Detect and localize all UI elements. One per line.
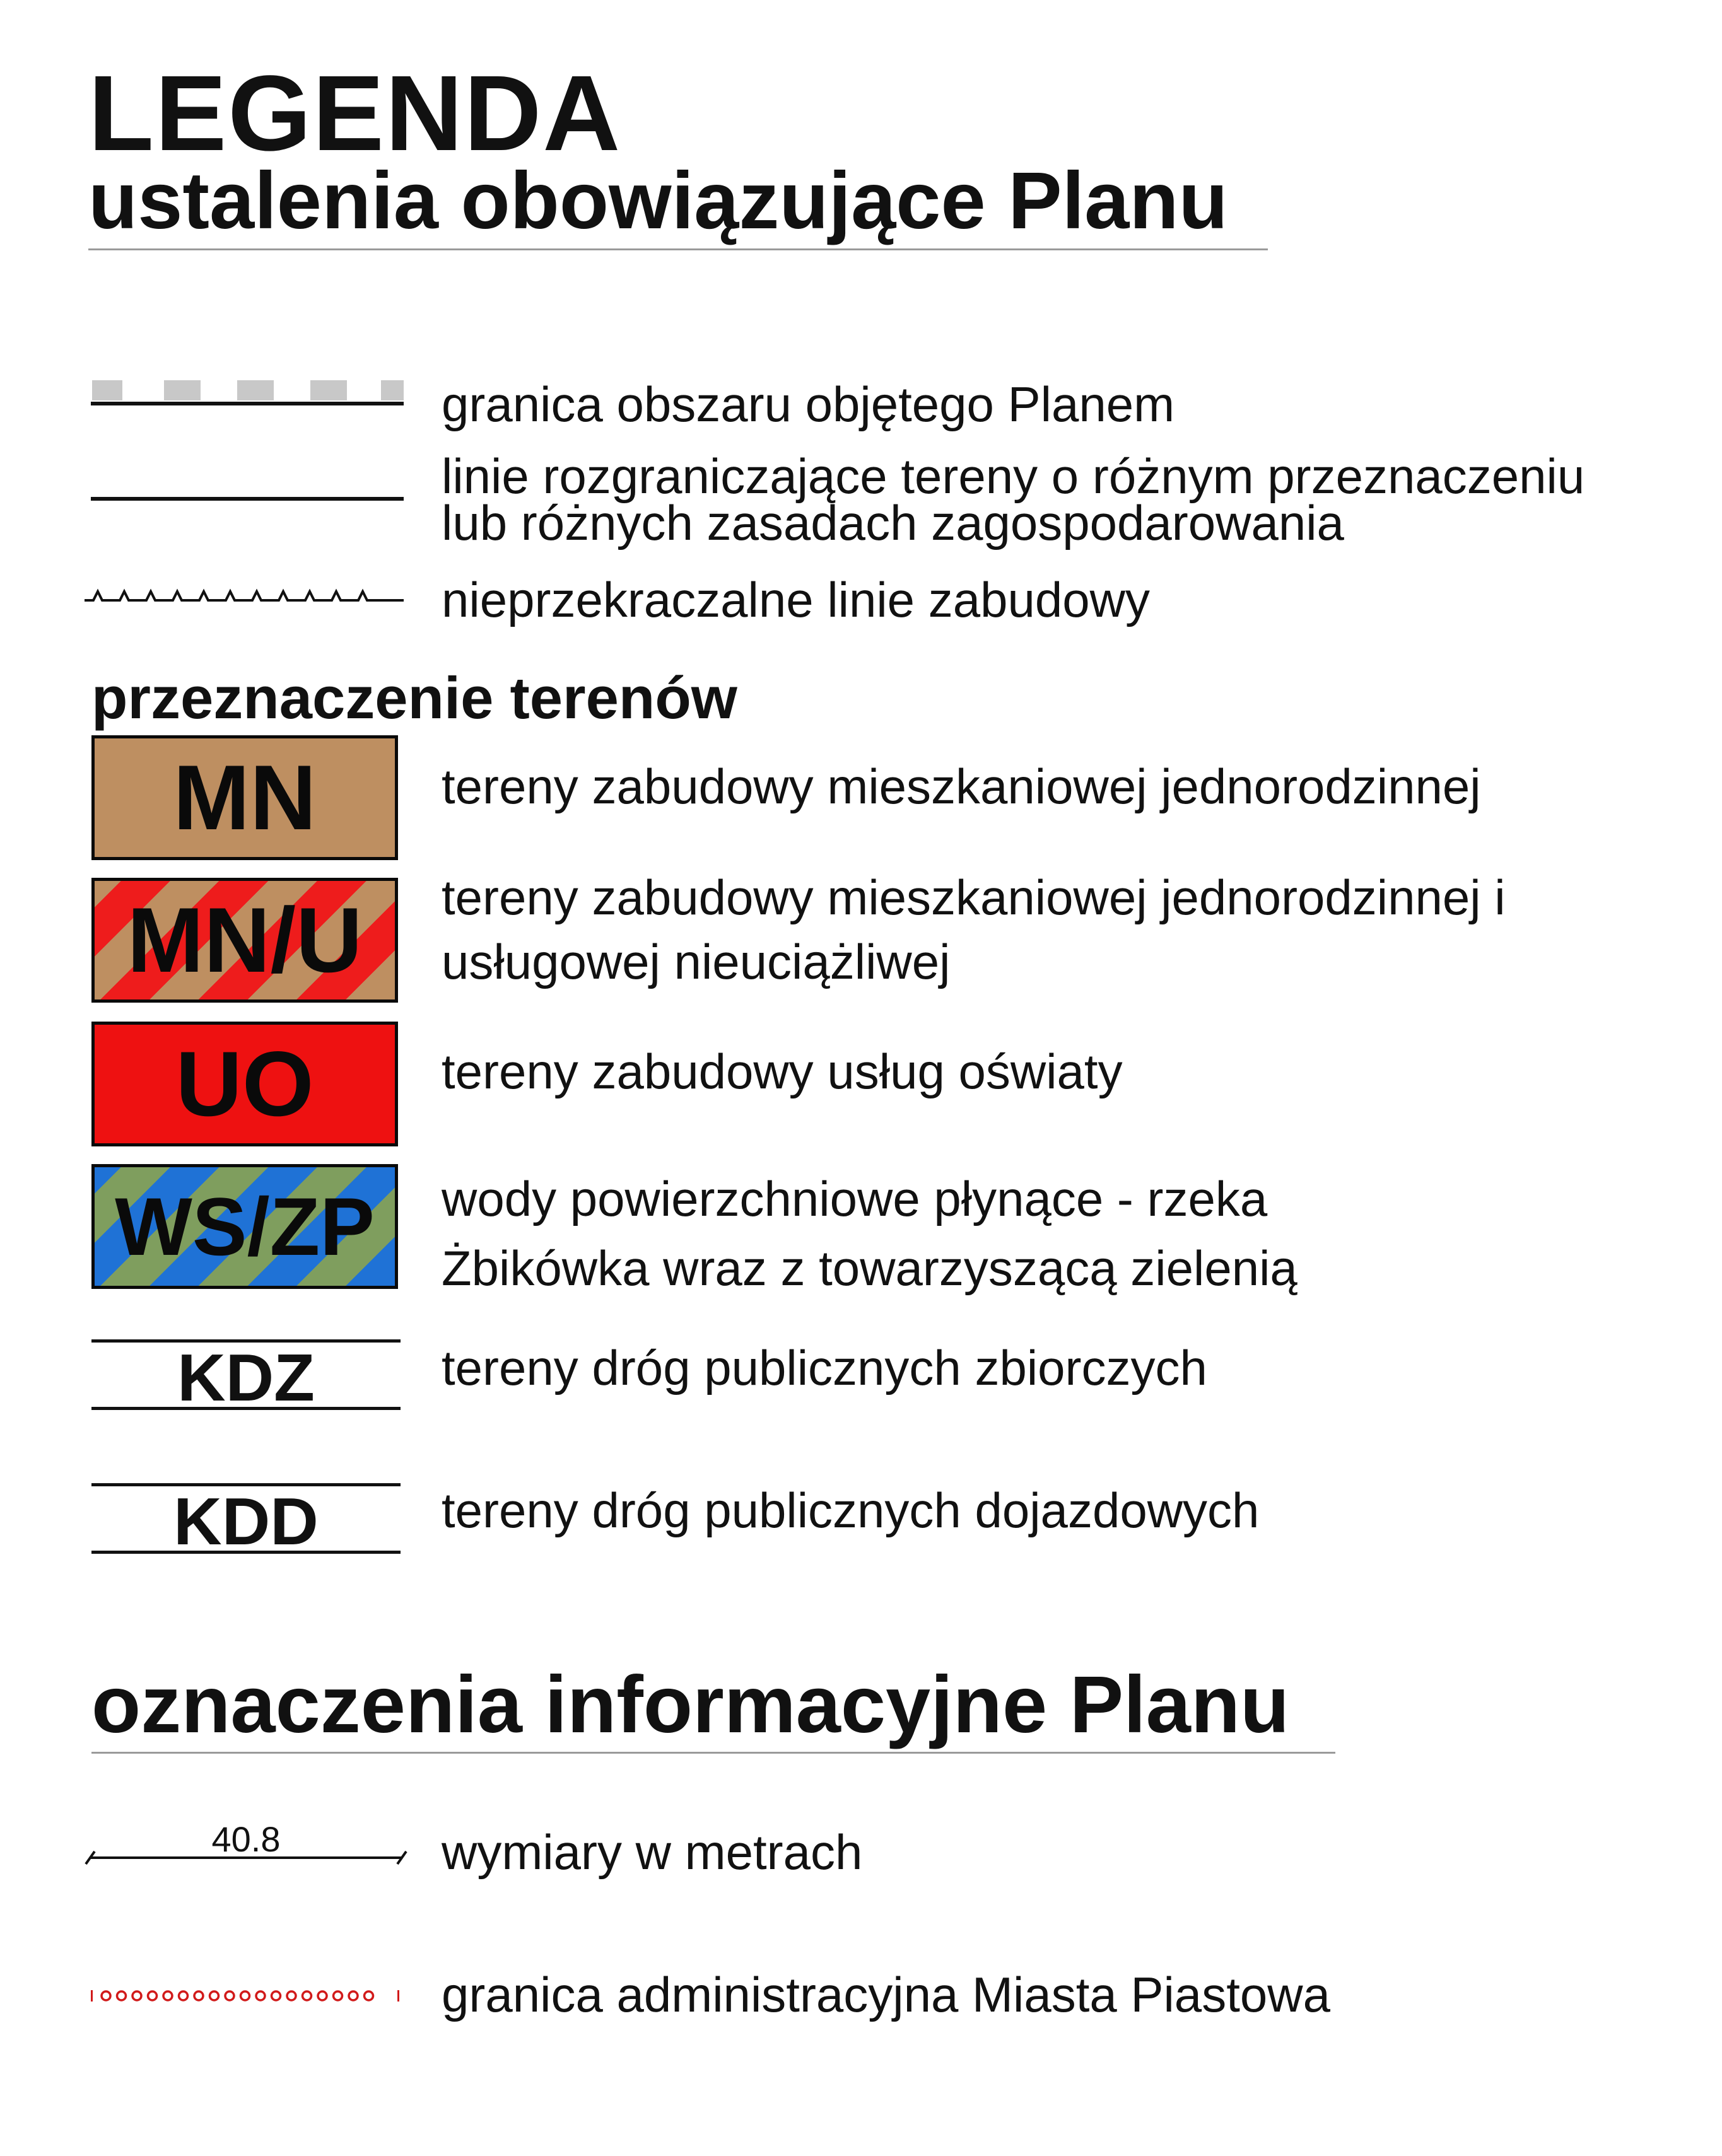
- boundary-dot: [102, 1991, 110, 2000]
- boundary-tick: [397, 1990, 399, 2002]
- road-symbol-kdz: [91, 1339, 401, 1415]
- building-line-label: nieprzekraczalne linie zabudowy: [442, 572, 1150, 627]
- demarcation-line-label-1: linie rozgraniczające tereny o różnym przeznaczeniu: [442, 448, 1585, 504]
- zoning-label-mn-u-1: tereny zabudowy mieszkaniowej jednorodzinnej i: [442, 870, 1506, 925]
- boundary-dot: [272, 1991, 281, 2000]
- legend-title: LEGENDA: [88, 54, 622, 173]
- swatch-uo: [91, 1022, 398, 1146]
- road-label-kdd: tereny dróg publicznych dojazdowych: [442, 1483, 1260, 1538]
- dimension-line-symbol: [85, 1822, 407, 1873]
- boundary-dot: [179, 1991, 188, 2000]
- boundary-tick: [91, 1990, 93, 2002]
- dimension-value: 40.8: [211, 1822, 281, 1859]
- boundary-dot: [303, 1991, 312, 2000]
- boundary-dot: [148, 1991, 157, 2000]
- road-symbol-kdd: [91, 1483, 401, 1559]
- boundary-dot: [256, 1991, 265, 2000]
- zoning-label-mn: tereny zabudowy mieszkaniowej jednorodzinnej: [442, 759, 1481, 814]
- boundary-dot: [194, 1991, 203, 2000]
- boundary-dot: [287, 1991, 296, 2000]
- zoning-heading: przeznaczenie terenów: [91, 665, 737, 731]
- zoning-label-mn-u: [442, 865, 1506, 994]
- boundary-dot: [365, 1991, 373, 2000]
- dimension-label: wymiary w metrach: [442, 1824, 863, 1880]
- boundary-dot: [241, 1991, 250, 2000]
- road-label-kdz: tereny dróg publicznych zbiorczych: [442, 1340, 1207, 1396]
- informational-heading: oznaczenia informacyjne Planu: [91, 1660, 1290, 1750]
- admin-boundary-label: granica administracyjna Miasta Piastowa: [442, 1967, 1330, 2022]
- zoning-label-ws-zp: [442, 1164, 1297, 1303]
- road-code-kdd: KDD: [173, 1484, 319, 1559]
- admin-boundary-symbol: [88, 1986, 404, 2005]
- swatch-code: UO: [175, 1032, 314, 1135]
- zoning-label-uo: tereny zabudowy usług oświaty: [442, 1044, 1123, 1099]
- boundary-dot: [163, 1991, 172, 2000]
- building-line-symbol: [85, 588, 404, 607]
- swatch-code: MN/U: [127, 889, 363, 991]
- legend-subtitle: ustalenia obowiązujące Planu: [88, 156, 1228, 246]
- header-divider: [88, 248, 1268, 250]
- plan-boundary-symbol: [88, 375, 404, 413]
- swatch-code: WS/ZP: [115, 1180, 375, 1273]
- plan-boundary-label: granica obszaru objętego Planem: [442, 376, 1175, 432]
- demarcation-line-label-2: lub różnych zasadach zagospodarowania: [442, 495, 1344, 551]
- swatch-mn-u: [91, 878, 398, 1003]
- road-code-kdz: KDZ: [177, 1341, 315, 1415]
- informational-divider: [91, 1752, 1335, 1754]
- boundary-dot: [225, 1991, 234, 2000]
- boundary-dot: [318, 1991, 327, 2000]
- zoning-label-ws-zp-2: Żbikówka wraz z towarzyszącą zielenią: [442, 1240, 1297, 1296]
- demarcation-line-label: [442, 448, 1585, 551]
- boundary-dot: [334, 1991, 343, 2000]
- swatch-ws-zp: [91, 1164, 398, 1289]
- zoning-label-mn-u-2: usługowej nieuciążliwej: [442, 934, 951, 989]
- demarcation-line-symbol: [88, 495, 404, 503]
- boundary-dot: [117, 1991, 126, 2000]
- zoning-label-ws-zp-1: wody powierzchniowe płynące - rzeka: [442, 1171, 1268, 1227]
- boundary-dot: [210, 1991, 219, 2000]
- boundary-dot: [349, 1991, 358, 2000]
- boundary-dot: [132, 1991, 141, 2000]
- swatch-code: MN: [173, 746, 317, 849]
- swatch-mn: [91, 735, 398, 860]
